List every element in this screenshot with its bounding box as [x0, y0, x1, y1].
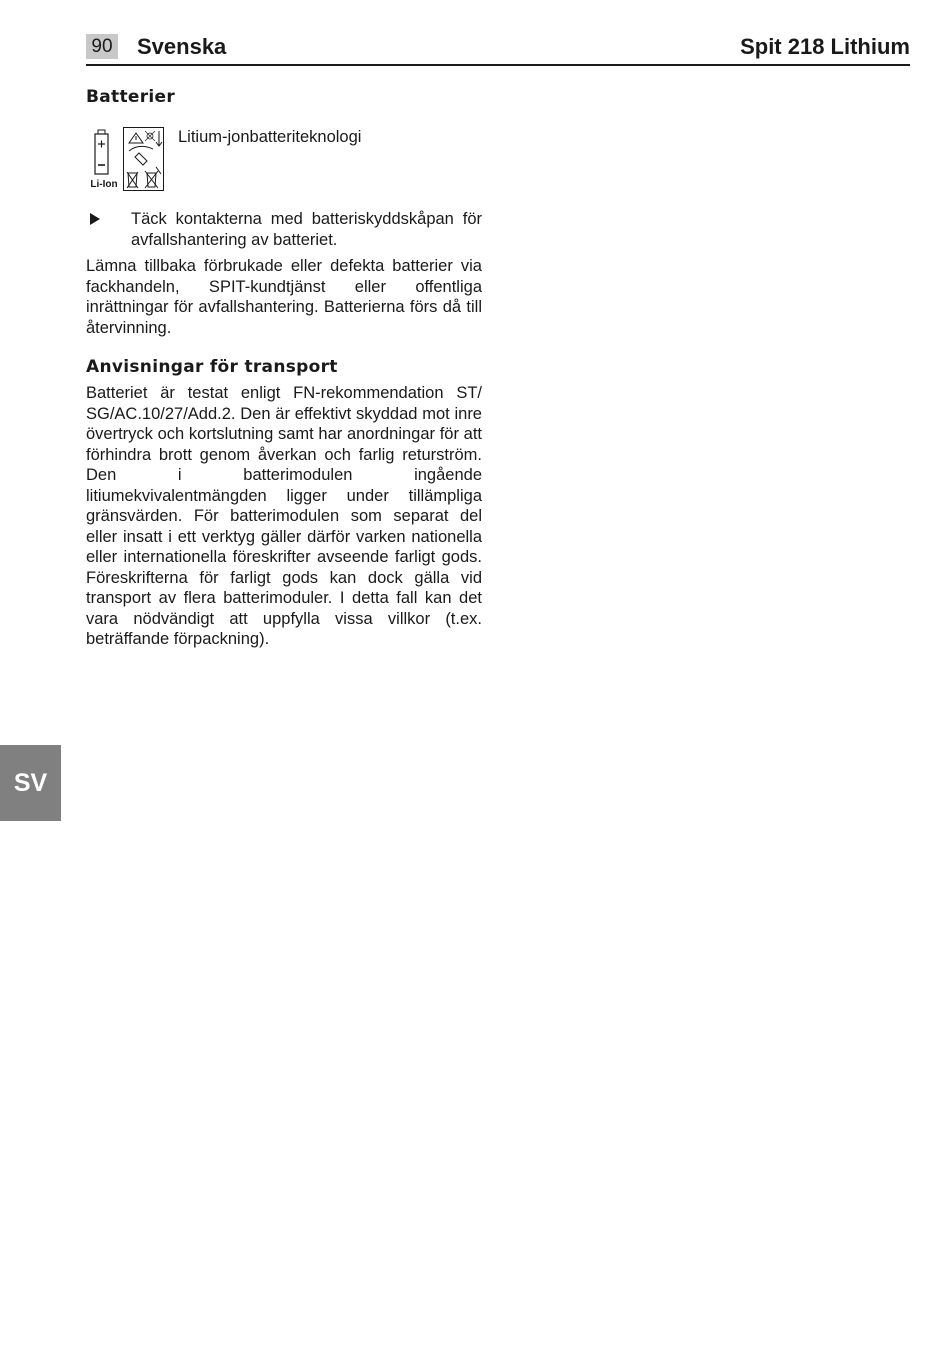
transport-heading: Anvisningar för transport — [86, 357, 338, 377]
triangle-bullet-icon — [90, 213, 100, 225]
transport-paragraph: Batteriet är testat enligt FN-rekommendation ST/ SG/AC.10/27/Add.2. Den är effektivt skyddad mot inre övertryck och kortslutning samt har anordningar för att förhindra brott genom åverkan och farlig returström. Den i batterimodulen ingående litiumekvivalentmängden ligger under tillämpliga gränsvärden. För batterimodulen som separat del eller insatt i ett verktyg gäller därför varken nationella eller internationella föreskrifter avseende farligt gods. Föreskrifterna för farligt gods kan dock gälla vid transport av flera batterimoduler. I detta fall kan det vara nödvändigt att uppfylla vissa villkor (t.ex. beträffande förpackning). — [86, 384, 482, 648]
bullet-text: Täck kontakterna med batteriskyddskåpan för avfallshantering av batteriet. — [131, 210, 482, 249]
product-title: Spit 218 Lithium — [740, 34, 910, 59]
batteries-heading: Batterier — [86, 87, 176, 107]
battery-disposal-icon — [123, 127, 164, 191]
content-column — [86, 86, 482, 650]
page-header — [86, 32, 910, 66]
page-number: 90 — [86, 34, 118, 59]
li-ion-label: Li-Ion — [90, 179, 118, 190]
language-side-tab: SV — [0, 745, 61, 821]
bullet-item — [86, 209, 482, 250]
language-title: Svenska — [137, 34, 227, 59]
battery-technology-caption: Litium-jonbatteriteknologi — [178, 128, 362, 146]
battery-info-row — [86, 127, 482, 195]
batteries-paragraph: Lämna tillbaka förbrukade eller defekta batterier via fackhandeln, SPIT-kundtjänst eller offentliga inrättningar för avfallshantering. Batterierna förs då till återvinning. — [86, 257, 482, 337]
li-ion-battery-icon — [86, 127, 122, 191]
